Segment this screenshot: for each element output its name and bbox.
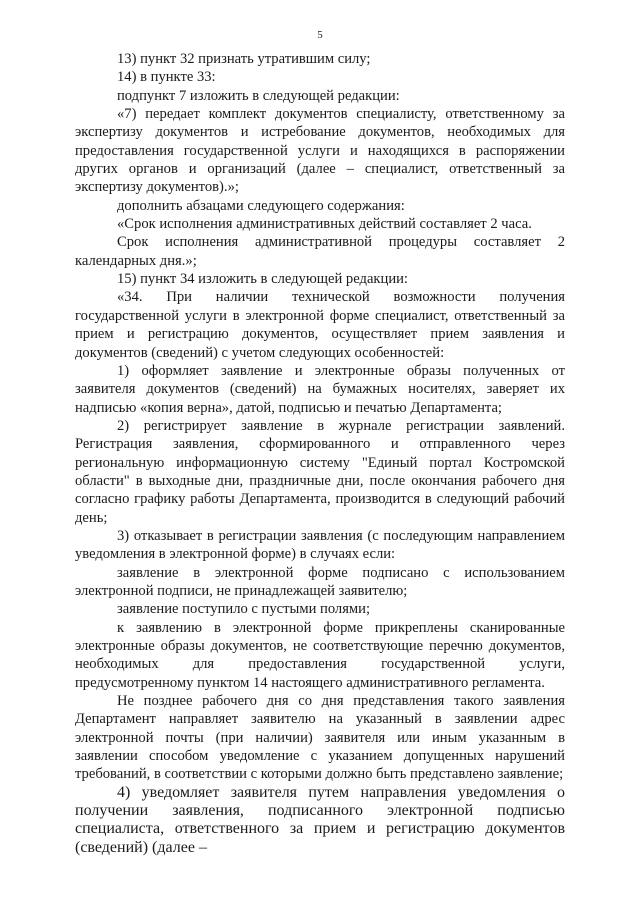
paragraph-point-34: «34. При наличии технической возможности получения государственной услуги в электронной форме специалист, ответственный за прием и регистрацию документов, осуществляет прием заявления и документов (сведений) с учетом следующих особенностей:	[75, 289, 565, 361]
paragraph-deadline-actions: «Срок исполнения административных действий составляет 2 часа.	[117, 216, 532, 233]
paragraph-item-14: 14) в пункте 33:	[117, 69, 216, 86]
paragraph-item-15: 15) пункт 34 изложить в следующей редакции:	[117, 271, 408, 288]
paragraph-case-attachments: к заявлению в электронной форме прикреплены сканированные электронные образы документов, не соответствующие перечню документов, необходимых для предоставления государственной услуги, предусмотренному пунктом 14 настоящего административного регламента.	[75, 619, 565, 691]
paragraph-sub-3: 3) отказывает в регистрации заявления (с последующим направлением уведомления в электронной форме) в случаях если:	[75, 527, 565, 563]
paragraph-case-signature: заявление в электронной форме подписано с использованием электронной подписи, не принадлежащей заявителю;	[75, 564, 565, 599]
paragraph-subitem-7-intro: подпункт 7 изложить в следующей редакции:	[117, 87, 400, 104]
page-number: 5	[317, 29, 323, 41]
paragraph-sub-4: 4) уведомляет заявителя путем направления уведомления о получении заявления, подписанного электронной подписью специалиста, ответственного за прием и регистрацию документов (сведений) (далее –	[75, 783, 565, 856]
document-body	[75, 50, 565, 857]
paragraph-subitem-7-text: «7) передает комплект документов специалисту, ответственному за экспертизу документов и истребование документов, необходимых для предоставления государственной услуги и находящихся в распоряжении других органов и организаций (далее – специалист, ответственный за экспертизу документов).»;	[75, 106, 565, 196]
paragraph-deadline-procedure: Срок исполнения административной процедуры составляет 2 календарных дня.»;	[75, 234, 565, 269]
paragraph-item-13: 13) пункт 32 признать утратившим силу;	[117, 51, 371, 67]
paragraph-case-empty-fields: заявление поступило с пустыми полями;	[117, 601, 371, 618]
paragraph-sub-1: 1) оформляет заявление и электронные образы полученных от заявителя документов (сведений) на бумажных носителях, заверяет их надписью «копия верна», датой, подписью и печатью Департамента;	[75, 362, 565, 416]
paragraph-notification: Не позднее рабочего дня со дня представления такого заявления Департамент направляет заявителю на указанный в заявлении адрес электронной почты (при наличии) заявителя или иным указанным в заявлении способом уведомление с указанием допущенных нарушений требований, в соответствии с которыми должно быть представлено заявление;	[75, 693, 565, 783]
paragraph-sub-2: 2) регистрирует заявление в журнале регистрации заявлений. Регистрация заявления, сформированного и отправленного через региональную информационную систему "Единый портал Костромской области" в выходные дни, праздничные дни, после окончания рабочего дня согласно графику работы Департамента, производится в следующий рабочий день;	[75, 417, 565, 526]
paragraph-add-intro: дополнить абзацами следующего содержания:	[117, 197, 405, 214]
